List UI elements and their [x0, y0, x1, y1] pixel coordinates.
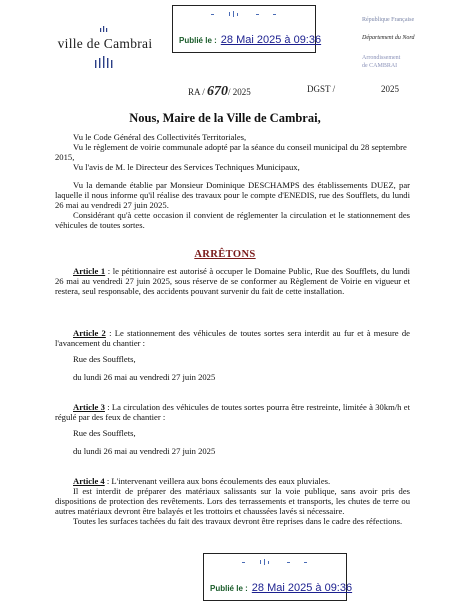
visas-section — [55, 132, 410, 230]
article-period: du lundi 26 mai au vendredi 27 juin 2025 — [73, 446, 216, 456]
arrondissement-label: Arrondissement de CAMBRAI — [362, 55, 401, 69]
published-stamp-top — [172, 5, 322, 53]
published-stamp-bottom — [203, 553, 353, 601]
reference-year: 2025 — [381, 84, 399, 94]
stamp-date: 28 Mai 2025 à 09:36 — [251, 582, 353, 594]
article-title: Article 1 — [73, 266, 106, 276]
city-name: ville de Cambrai — [57, 36, 153, 51]
article-title: Article 3 — [73, 402, 105, 412]
stamp-decoration-icon — [242, 558, 312, 572]
visa-line: Vu l'avis de M. le Directeur des Services Techniques Municipaux, — [73, 162, 300, 172]
request-paragraph: Vu la demande établie par Monsieur Dominique DESCHAMPS des établissements DUEZ, par laquelle il nous informe qu'il réalise des travaux pour le compte d'ENEDIS, rue des Soufflets, du lundi 26 mai au vendredi 27 juin 2025. — [55, 180, 410, 210]
administrative-header — [362, 16, 448, 70]
article-location: Rue des Soufflets, — [73, 428, 136, 438]
article-text: : La circulation des véhicules de toutes sortes pourra être restreinte, limitée à 30km/h et régulé par des feux de chantier : — [55, 402, 410, 422]
article-text: : le pétitionnaire est autorisé à occuper le Domaine Public, Rue des Soufflets, du lundi 26 mai au vendredi 27 juin 2025, sous réserve de se conformer au Règlement de Voirie en vigueur et restera, seul responsable, des accidents pouvant survenir du fait de cette installation. — [55, 266, 411, 296]
article-paragraph: Toutes les surfaces tachées du fait des travaux devront être reprises dans le cadre des réfections. — [73, 516, 403, 526]
page-title: Nous, Maire de la Ville de Cambrai, — [129, 111, 321, 125]
article-title: Article 2 — [73, 328, 106, 338]
article-text: : Le stationnement des véhicules de toutes sortes sera interdit au fur et à mesure de l'avancement du chantier : — [55, 328, 410, 348]
article-text: : L'intervenant veillera aux bons écoulements des eaux pluviales. — [104, 476, 331, 486]
article-1 — [55, 266, 410, 296]
consider-paragraph: Considérant qu'à cette occasion il convient de réglementer la circulation et le stationnement des véhicules de toutes sortes. — [55, 210, 410, 230]
dgst-label: DGST / — [307, 84, 336, 94]
stamp-label: Publié le : — [210, 584, 248, 593]
article-paragraph: Il est interdit de préparer des matériaux salissants sur la voie publique, sans avoir pris des dispositions de protection des revêtements. Lors des terrassements et transports, les chutes de terre ou autres matériaux devront être balayés et les trottoirs et chaussées lavés si nécessaire. — [55, 486, 410, 516]
visa-line: Vu le Code Général des Collectivités Territoriales, — [73, 132, 247, 142]
article-period: du lundi 26 mai au vendredi 27 juin 2025 — [73, 372, 216, 382]
republic-label: République Française — [362, 17, 415, 23]
stamp-decoration-icon — [211, 10, 281, 24]
article-title: Article 4 — [73, 476, 105, 486]
arretons-heading: ARRÊTONS — [194, 249, 256, 260]
article-2 — [55, 328, 410, 382]
stamp-label: Publié le : — [179, 36, 217, 45]
decree-number: 670 — [207, 84, 229, 99]
stamp-date: 28 Mai 2025 à 09:36 — [220, 34, 322, 46]
article-location: Rue des Soufflets, — [73, 354, 136, 364]
article-3 — [55, 402, 410, 456]
reference-number: RA / 670/ 2025 — [188, 84, 251, 99]
article-4 — [55, 476, 410, 526]
visa-line: Vu le règlement de voirie communale adopté par la séance du conseil municipal du 28 septembre 2015, — [55, 142, 407, 162]
city-logo — [40, 22, 170, 72]
department-label: Département du Nord — [362, 35, 415, 41]
